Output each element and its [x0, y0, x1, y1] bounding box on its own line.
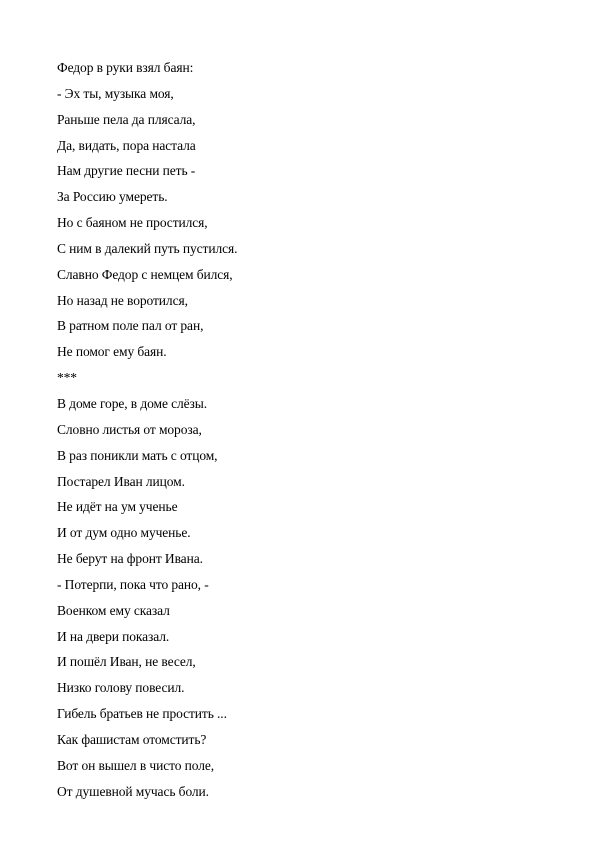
- stanza-separator: ***: [57, 370, 77, 386]
- poem-line: За Россию умереть.: [57, 189, 168, 205]
- poem-line: Раньше пела да плясала,: [57, 111, 196, 127]
- poem-line: Нам другие песни петь -: [57, 163, 196, 179]
- poem-line: Да, видать, пора настала: [57, 137, 196, 153]
- poem-line: И от дум одно мученье.: [57, 525, 191, 541]
- poem-line: Не берут на фронт Ивана.: [57, 551, 203, 567]
- poem-text: [57, 59, 537, 808]
- poem-line: В доме горе, в доме слёзы.: [57, 395, 208, 411]
- poem-line: - Эх ты, музыка моя,: [57, 85, 174, 101]
- poem-line: Вот он вышел в чисто поле,: [57, 757, 215, 773]
- poem-line: - Потерпи, пока что рано, -: [57, 576, 209, 592]
- poem-line: И на двери показал.: [57, 628, 170, 644]
- poem-line: В ратном поле пал от ран,: [57, 318, 204, 334]
- poem-line: Низко голову повесил.: [57, 680, 185, 696]
- poem-line: В раз поникли мать с отцом,: [57, 447, 218, 463]
- poem-line: Но назад не воротился,: [57, 292, 188, 308]
- poem-line: Словно листья от мороза,: [57, 421, 202, 437]
- poem-line: Не идёт на ум ученье: [57, 499, 178, 515]
- poem-line: С ним в далекий путь пустился.: [57, 240, 238, 256]
- poem-line: Не помог ему баян.: [57, 344, 167, 360]
- poem-line: И пошёл Иван, не весел,: [57, 654, 196, 670]
- poem-line: Но с баяном не простился,: [57, 215, 208, 231]
- poem-line: Славно Федор с немцем бился,: [57, 266, 233, 282]
- poem-line: Военком ему сказал: [57, 602, 170, 618]
- poem-line: Постарел Иван лицом.: [57, 473, 185, 489]
- poem-line: От душевной мучась боли.: [57, 783, 209, 799]
- poem-line: Гибель братьев не простить ...: [57, 706, 227, 722]
- poem-line: Федор в руки взял баян:: [57, 60, 194, 75]
- poem-line: Как фашистам отомстить?: [57, 731, 207, 747]
